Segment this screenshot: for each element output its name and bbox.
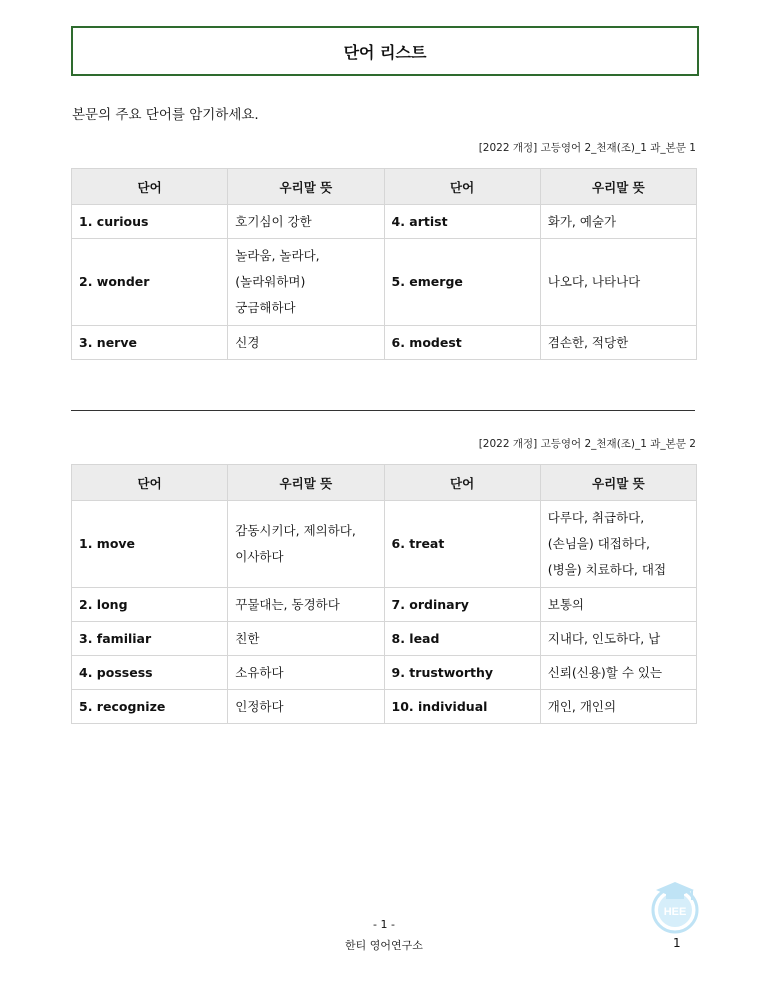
meaning-cell: 소유하다 [228, 656, 384, 690]
vocab-table-2 [71, 464, 697, 724]
page-title: 단어 리스트 [343, 42, 427, 62]
word-cell: 2. long [72, 588, 228, 622]
table-row [72, 239, 697, 326]
table-row [72, 205, 697, 239]
meaning-cell: 놀라움, 놀라다, (놀라워하며) 궁금해하다 [228, 239, 384, 326]
meaning-cell: 지내다, 인도하다, 납 [540, 622, 696, 656]
meaning-cell: 신뢰(신용)할 수 있는 [540, 656, 696, 690]
word-cell: 4. possess [72, 656, 228, 690]
word-cell: 10. individual [384, 690, 540, 724]
word-cell: 8. lead [384, 622, 540, 656]
page-title-box [71, 26, 699, 76]
table-row [72, 501, 697, 588]
word-cell: 2. wonder [72, 239, 228, 326]
column-header-meaning: 우리말 뜻 [228, 169, 384, 205]
meaning-cell: 호기심이 강한 [228, 205, 384, 239]
meaning-cell: 보통의 [540, 588, 696, 622]
column-header-word: 단어 [72, 169, 228, 205]
meaning-cell: 화가, 예술가 [540, 205, 696, 239]
column-header-word: 단어 [72, 465, 228, 501]
column-header-word: 단어 [384, 465, 540, 501]
table-row [72, 326, 697, 360]
section-1-source: [2022 개정] 고등영어 2_천재(조)_1 과_본문 1 [478, 142, 696, 154]
column-header-meaning: 우리말 뜻 [228, 465, 384, 501]
word-cell: 1. move [72, 501, 228, 588]
word-cell: 3. nerve [72, 326, 228, 360]
meaning-cell: 신경 [228, 326, 384, 360]
column-header-word: 단어 [384, 169, 540, 205]
table-row [72, 588, 697, 622]
meaning-cell: 겸손한, 적당한 [540, 326, 696, 360]
meaning-cell: 꾸물대는, 동경하다 [228, 588, 384, 622]
word-cell: 4. artist [384, 205, 540, 239]
instruction-text: 본문의 주요 단어를 암기하세요. [72, 107, 259, 123]
word-cell: 5. recognize [72, 690, 228, 724]
word-cell: 1. curious [72, 205, 228, 239]
meaning-cell: 다루다, 취급하다, (손님을) 대접하다, (병을) 치료하다, 대접 [540, 501, 696, 588]
word-cell: 6. treat [384, 501, 540, 588]
logo-text: HEE [663, 906, 687, 918]
word-cell: 5. emerge [384, 239, 540, 326]
word-cell: 6. modest [384, 326, 540, 360]
word-cell: 3. familiar [72, 622, 228, 656]
table-row [72, 690, 697, 724]
meaning-cell: 개인, 개인의 [540, 690, 696, 724]
section-divider [71, 410, 695, 411]
page-number: 1 [673, 936, 681, 950]
word-cell: 7. ordinary [384, 588, 540, 622]
footer-page-label: - 1 - [373, 918, 395, 931]
section-2-source: [2022 개정] 고등영어 2_천재(조)_1 과_본문 2 [478, 438, 696, 450]
column-header-meaning: 우리말 뜻 [540, 169, 696, 205]
meaning-cell: 친한 [228, 622, 384, 656]
table-header-row [72, 465, 697, 501]
meaning-cell: 나오다, 나타나다 [540, 239, 696, 326]
meaning-cell: 감동시키다, 제의하다, 이사하다 [228, 501, 384, 588]
word-cell: 9. trustworthy [384, 656, 540, 690]
footer-organization: 한티 영어연구소 [345, 939, 423, 952]
table-header-row [72, 169, 697, 205]
column-header-meaning: 우리말 뜻 [540, 465, 696, 501]
meaning-cell: 인정하다 [228, 690, 384, 724]
table-row [72, 622, 697, 656]
vocab-table-1 [71, 168, 697, 360]
table-row [72, 656, 697, 690]
